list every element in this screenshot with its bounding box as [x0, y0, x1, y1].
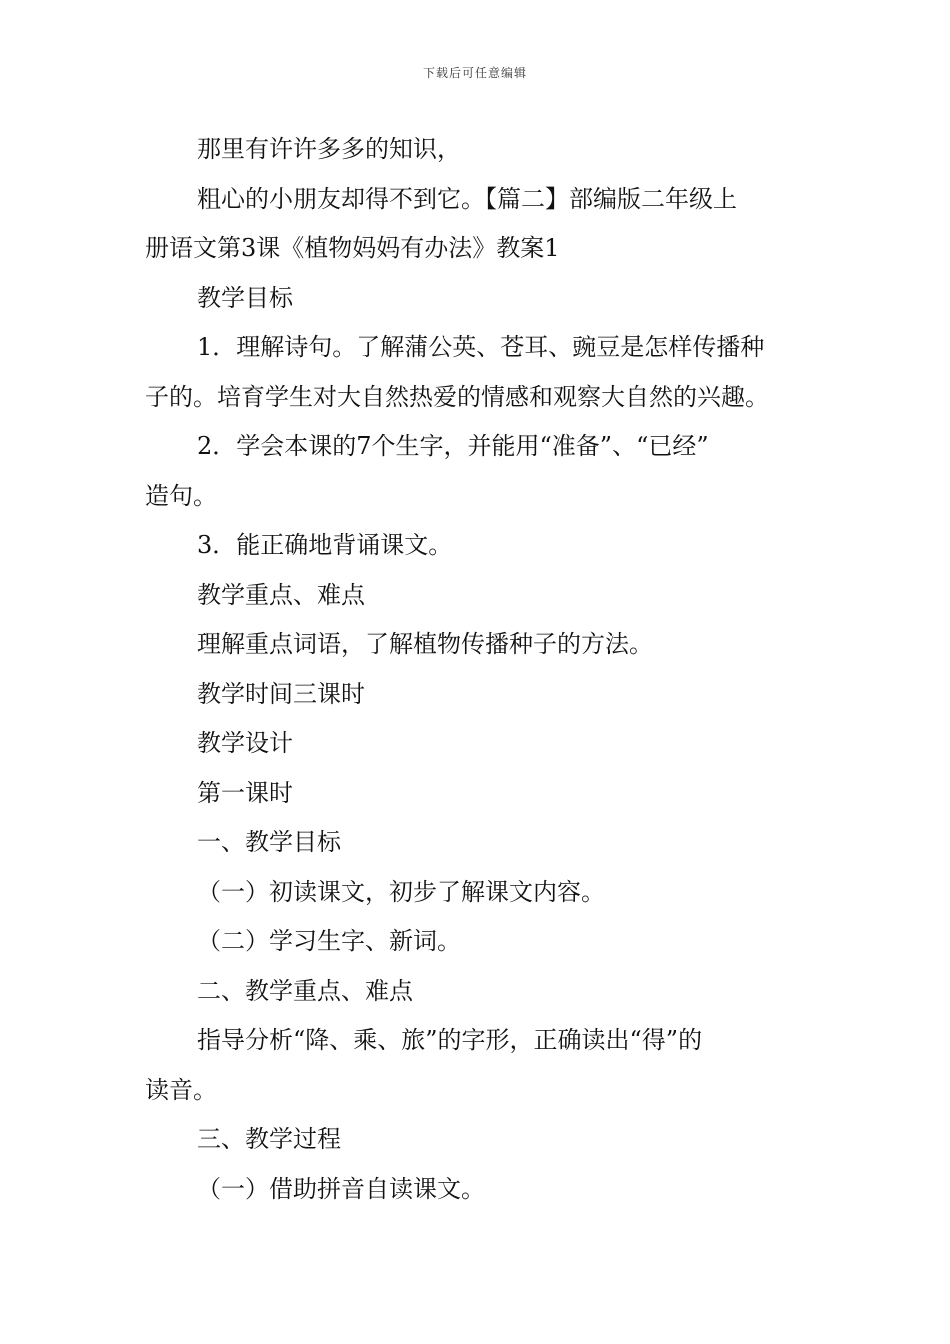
- section-heading: 教学重点、难点: [197, 580, 365, 609]
- section-heading: 一、教学目标: [197, 828, 341, 856]
- section-heading: 教学时间三课时: [197, 679, 365, 708]
- page-header: 下载后可任意编辑: [422, 66, 527, 80]
- paragraph: （一）初读课文，初步了解课文内容。: [197, 877, 605, 906]
- paragraph-line: 1．理解诗句。了解蒲公英、苍耳、豌豆是怎样传播种: [197, 333, 765, 361]
- paragraph: [145, 323, 810, 422]
- document-body: [145, 125, 810, 1214]
- paragraph-line: 册语文第3课《植物妈妈有办法》教案1: [145, 234, 560, 262]
- paragraph-line: 2．学会本课的7个生字，并能用“准备”、“已经”: [197, 432, 709, 460]
- paragraph-line: 读音。: [145, 1075, 217, 1104]
- paragraph-line: 指导分析“降、乘、旅”的字形，正确读出“得”的: [197, 1026, 703, 1054]
- paragraph: 那里有许许多多的知识，: [197, 135, 461, 163]
- paragraph: （一）借助拼音自读课文。: [197, 1174, 485, 1203]
- paragraph-line: 子的。培育学生对大自然热爱的情感和观察大自然的兴趣。: [145, 382, 769, 411]
- section-heading: 教学目标: [197, 283, 293, 312]
- section-heading: 二、教学重点、难点: [197, 976, 413, 1005]
- paragraph: 3．能正确地背诵课文。: [197, 531, 453, 559]
- paragraph: （二）学习生字、新词。: [197, 927, 461, 955]
- paragraph-line: 粗心的小朋友却得不到它。【篇二】部编版二年级上: [197, 184, 737, 213]
- paragraph: [145, 1016, 810, 1115]
- section-heading: 第一课时: [197, 778, 293, 807]
- section-heading: 三、教学过程: [197, 1125, 341, 1153]
- paragraph: [145, 422, 810, 521]
- paragraph: [145, 175, 810, 274]
- section-heading: 教学设计: [197, 729, 293, 757]
- paragraph-line: 造句。: [145, 481, 217, 510]
- paragraph: 理解重点词语，了解植物传播种子的方法。: [197, 630, 653, 658]
